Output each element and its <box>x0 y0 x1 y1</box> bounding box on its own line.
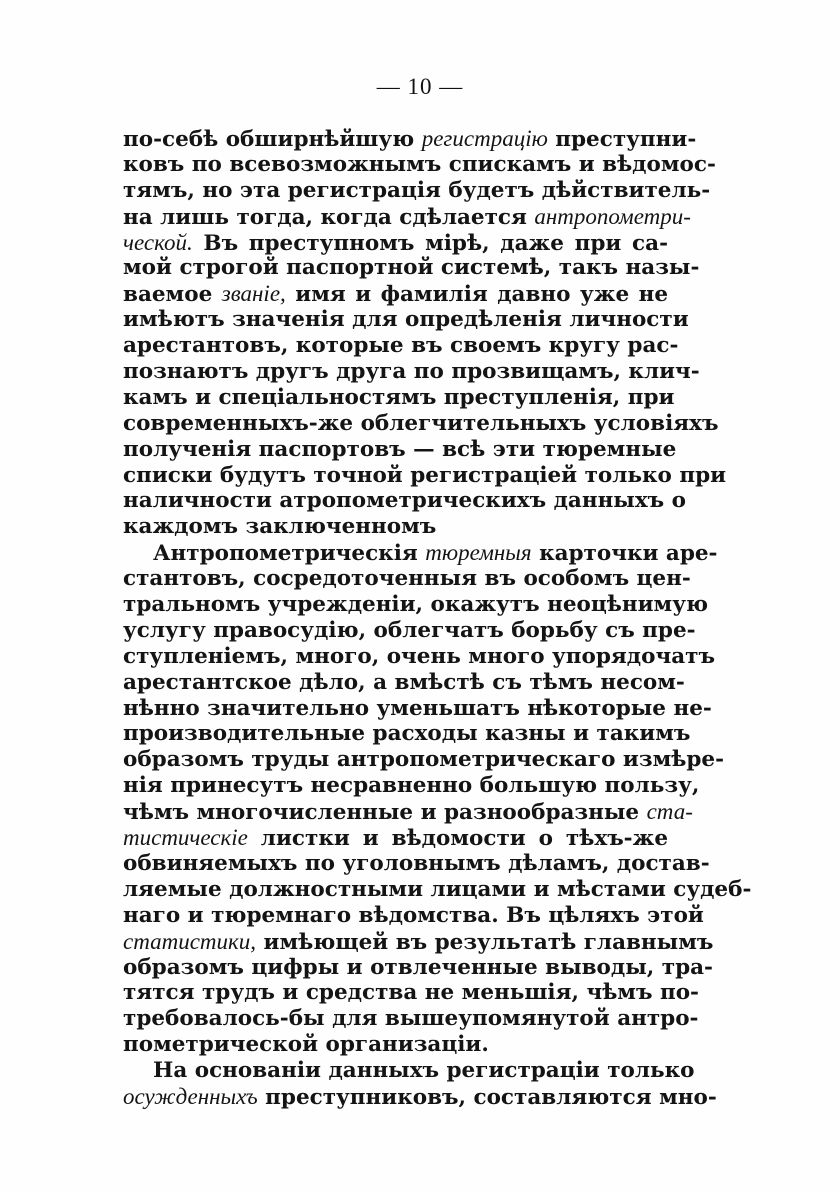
text-line <box>123 151 716 178</box>
page-number: — 10 — <box>376 74 464 99</box>
italic-term: ста- <box>646 799 693 825</box>
text-segment: обвиняемыхъ по уголовнымъ дѣламъ, достав- <box>123 850 710 876</box>
text-line <box>123 617 696 644</box>
text-segment: чѣмъ многочисленные и разнообразные <box>123 800 647 826</box>
text-line <box>123 177 711 204</box>
italic-term: статистики, <box>123 928 257 954</box>
text-segment: тямъ, но эта регистрація будетъ дѣйствитель- <box>123 177 711 203</box>
text-segment: преступниковъ, составляются мно- <box>257 1084 717 1110</box>
text-segment: листки и вѣдомости о тѣхъ-же <box>247 826 668 852</box>
text-line <box>123 850 710 877</box>
text-line <box>123 902 704 929</box>
text-segment: пометрической организаціи. <box>123 1032 489 1058</box>
text-line <box>123 1032 668 1058</box>
text-line <box>123 876 752 903</box>
text-line <box>123 1058 695 1084</box>
text-line <box>123 669 685 696</box>
text-line <box>123 488 686 514</box>
text-segment: образомъ цифры и отвлеченные выводы, тра- <box>123 954 713 980</box>
text-segment: нія принесутъ несравненно большую пользу, <box>123 773 700 799</box>
text-line <box>123 436 677 463</box>
text-segment: наличности атропометрическихъ данныхъ о <box>123 488 686 514</box>
text-segment: полученія паспортовъ — всѣ эти тюремные <box>123 436 677 462</box>
text-segment: ступленіемъ, много, очень много упорядочатъ <box>123 643 715 669</box>
text-line <box>123 462 727 489</box>
text-line <box>123 954 713 981</box>
text-line <box>123 773 700 799</box>
text-line <box>123 384 675 411</box>
text-segment: познаютъ другъ друга по прозвищамъ, клич- <box>123 359 700 385</box>
text-segment: на лишь тогда, когда сдѣлается <box>123 204 535 230</box>
text-line <box>123 566 691 592</box>
text-line <box>123 799 693 826</box>
text-segment: имя и фамилія давно уже не <box>285 282 668 308</box>
text-segment: нѣнно значительно уменьшатъ нѣкоторые не- <box>123 695 712 721</box>
text-segment: На основаніи данныхъ регистраціи только <box>153 1058 695 1084</box>
text-line <box>123 126 697 152</box>
text-line <box>123 643 715 670</box>
italic-term: регистрацію <box>421 126 548 151</box>
italic-term: званіе, <box>221 281 286 307</box>
body-text <box>123 126 752 1110</box>
text-segment: карточки аре- <box>531 541 718 567</box>
text-line <box>123 540 718 567</box>
text-line <box>123 980 699 1006</box>
text-segment: ковъ по всевозможнымъ спискамъ и вѣдомос- <box>123 151 716 177</box>
text-segment: Въ преступномъ мірѣ, даже при са- <box>192 230 668 256</box>
text-segment: преступни- <box>547 127 697 152</box>
text-line <box>123 928 714 955</box>
text-segment: Антропометрическія <box>153 541 426 567</box>
text-segment: тральномъ учрежденіи, окажутъ неоцѣнимую <box>123 592 709 618</box>
text-segment: услугу правосудію, облегчатъ борьбу съ пре- <box>123 617 696 643</box>
text-line <box>123 695 712 722</box>
text-segment: производительные расходы казны и такимъ <box>123 721 691 747</box>
text-line <box>123 410 719 437</box>
text-segment: имѣютъ значенія для опредѣленія личности <box>123 307 689 333</box>
text-line <box>123 307 689 333</box>
italic-term: осужденныхъ <box>123 1083 258 1109</box>
text-segment: списки будутъ точной регистраціей только при <box>123 462 727 488</box>
text-line <box>123 333 679 359</box>
text-segment: по-себѣ обширнѣйшую <box>123 127 422 152</box>
text-segment: каждомъ заключенномъ <box>123 514 437 540</box>
text-segment: ляемые должностными лицами и мѣстами судеб- <box>123 876 752 902</box>
text-line <box>123 203 691 230</box>
text-line <box>123 1006 699 1032</box>
italic-term: антропометри- <box>534 203 691 229</box>
text-segment: камъ и спеціальностямъ преступленія, при <box>123 384 675 410</box>
text-line <box>123 721 691 747</box>
text-line <box>123 592 709 618</box>
text-line <box>123 514 668 540</box>
text-segment: имѣющей въ результатѣ главнымъ <box>256 929 714 955</box>
italic-term: ческой. <box>123 229 193 255</box>
text-segment: тятся трудъ и средства не меньшія, чѣмъ по- <box>123 980 699 1006</box>
text-segment: арестантовъ, которые въ своемъ кругу рас- <box>123 333 679 359</box>
text-line <box>123 255 700 281</box>
text-line <box>123 281 668 307</box>
text-line <box>123 825 668 851</box>
italic-term: тюремныя <box>425 540 532 566</box>
text-segment: наго и тюремнаго вѣдомства. Въ цѣляхъ этой <box>123 902 704 928</box>
text-line <box>123 359 700 385</box>
text-line <box>123 230 668 256</box>
text-line <box>123 1083 717 1110</box>
text-segment: требовалось-бы для вышеупомянутой антро- <box>123 1006 699 1032</box>
text-line <box>123 747 725 773</box>
text-segment: мой строгой паспортной системѣ, такъ назы- <box>123 255 700 281</box>
italic-term: тистическіе <box>123 825 248 851</box>
text-segment: арестантское дѣло, а вмѣстѣ съ тѣмъ несом- <box>123 669 685 695</box>
text-segment: современныхъ-же облегчительныхъ условіяхъ <box>123 410 719 436</box>
text-segment: ваемое <box>123 282 222 308</box>
text-segment: образомъ труды антропометрическаго измѣре- <box>123 747 725 773</box>
text-segment: стантовъ, сосредоточенныя въ особомъ цен- <box>123 566 691 592</box>
